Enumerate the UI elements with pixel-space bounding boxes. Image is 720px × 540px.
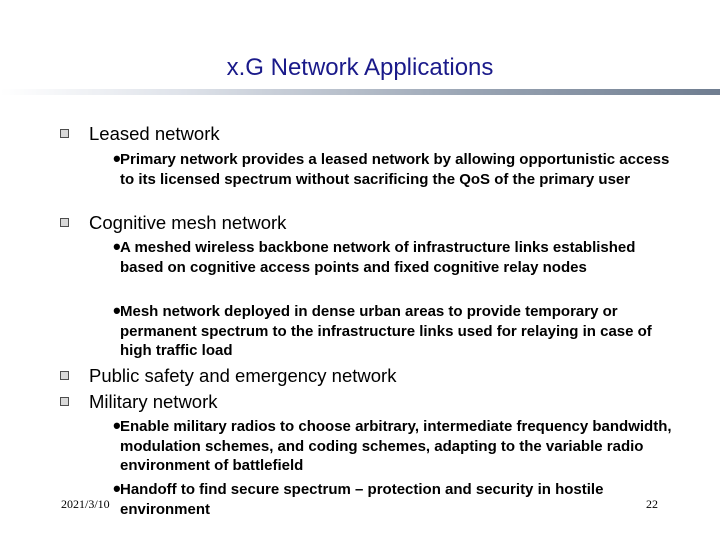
footer-date: 2021/3/10	[61, 497, 110, 511]
bullet-dot-icon: •	[113, 476, 121, 501]
bullet-square-icon	[60, 218, 69, 227]
sub-bullet: • A meshed wireless backbone network of infrastructure links established based on cognitive access points and fixed cognitive relay nodes	[113, 234, 636, 276]
title-divider	[0, 89, 720, 95]
bullet-public-safety-network: Public safety and emergency network	[89, 365, 397, 386]
bullet-square-icon	[60, 397, 69, 406]
bullet-square-icon	[60, 129, 69, 138]
slide-title: x.G Network Applications	[226, 54, 494, 81]
sub-bullet: • Enable military radios to choose arbitrary, intermediate frequency bandwidth, modulation schemes, and coding schemes, adapting to the variable radio environment of battlefield	[113, 413, 672, 474]
bullet-leased-network: Leased network	[89, 123, 220, 144]
sub-bullet: • Primary network provides a leased network by allowing opportunistic access to its licensed spectrum without sacrificing the QoS of the primary user	[113, 146, 670, 188]
bullet-cognitive-mesh-network: Cognitive mesh network	[89, 212, 287, 233]
bullet-dot-icon: •	[113, 298, 121, 323]
bullet-square-icon	[60, 371, 69, 380]
bullet-dot-icon: •	[113, 234, 121, 259]
bullet-military-network: Military network	[89, 391, 218, 412]
bullet-dot-icon: •	[113, 413, 121, 438]
bullet-dot-icon: •	[113, 146, 121, 171]
sub-bullet: • Handoff to find secure spectrum – protection and security in hostile environment	[113, 476, 604, 518]
page-number: 22	[646, 497, 658, 511]
sub-bullet: • Mesh network deployed in dense urban areas to provide temporary or permanent spectrum to the infrastructure links used for relaying in case of high traffic load	[113, 298, 652, 359]
